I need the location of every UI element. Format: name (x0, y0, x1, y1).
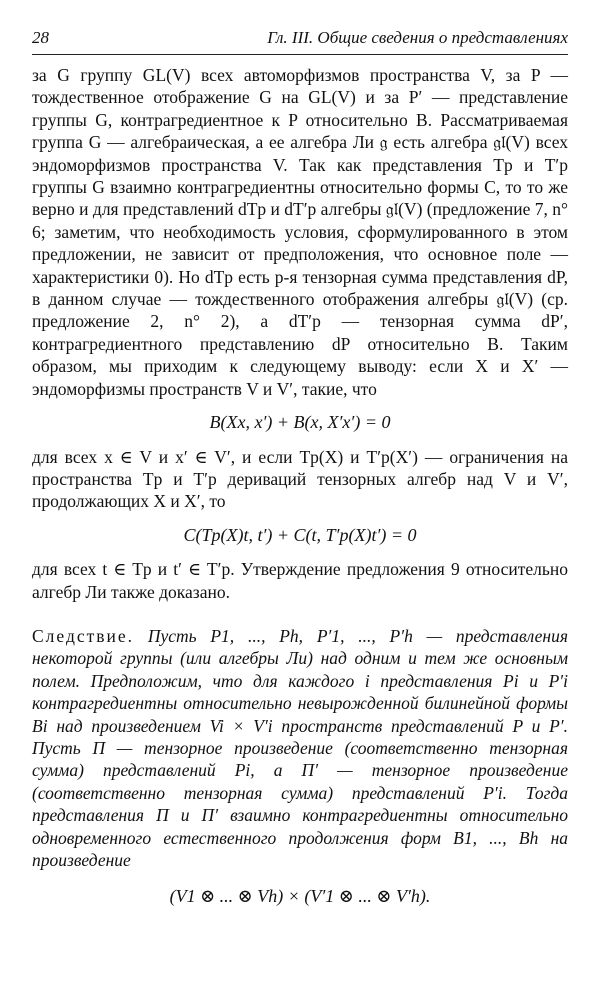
equation-tensor-invariance: C(Tp(X)t, t′) + C(t, T′p(X)t′) = 0 (183, 524, 417, 545)
corollary-equation: (V1 ⊗ ... ⊗ Vh) × (V′1 ⊗ ... ⊗ V′h). (169, 886, 431, 907)
corollary-paragraph (32, 625, 568, 871)
page-number: 28 (32, 28, 49, 47)
equation-bilinear-invariance: B(Xx, x′) + B(x, X′x′) = 0 (209, 412, 391, 433)
running-header (32, 28, 568, 55)
paragraph-proof-continuation: за G группу GL(V) всех автоморфизмов пространства V, за P — тождественное отображение G на GL(V) и за P′ — представление группы G, контрагредиентное к P относительно B. Рассматриваемая группа G — алгебраическая, а ее алгебра Ли 𝔤 есть алгебра 𝔤𝔩(V) всех эндоморфизмов пространства V. Так как представления Tp и T′p группы G взаимно контрагредиентны относительно формы C, то то же верно и для представлений dTp и dT′p алгебры 𝔤𝔩(V) (предложение 7, n° 6; заметим, что необходимость условия, сформулированного в этом предложении, не зависит от предположения, что основное поле — характеристики 0). Но dTp есть p-я тензорная сумма представления dP, в данном случае — тождественного отображения алгебры 𝔤𝔩(V) (ср. предложение 2, n° 2), а dT′p — тензорная сумма dP′, контрагредиентного представлению dP относительно B. Таким образом, мы приходим к следующему выводу: если X и X′ — эндоморфизмы пространств V и V′, такие, что (32, 65, 568, 399)
paragraph-tensor-derivations: для всех x ∈ V и x′ ∈ V′, и если Tp(X) и T′p(X′) — ограничения на пространства Tp и T′p дериваций тензорных алгебр над V и V′, продолжающих X и X′, то (32, 446, 568, 512)
running-title: Гл. III. Общие сведения о представлениях (267, 28, 568, 47)
paragraph-conclusion: для всех t ∈ Tp и t′ ∈ T′p. Утверждение предложения 9 относительно алгебр Ли также доказано. (32, 559, 568, 602)
page-body (32, 64, 568, 908)
corollary-heading: Следствие. (32, 625, 135, 646)
section-gap (32, 603, 568, 625)
corollary-text: Пусть P1, ..., Ph, P′1, ..., P′h — представления некоторой группы (или алгебры Ли) над одним и тем же основным полем. Предположим, что для каждого i представления Pi и P′i контрагредиентны относительно невырожденной билинейной формы Bi над произведением Vi × V′i пространств представлений P и P′. Пусть Π — тензорное произведение (соответственно тензорная сумма) представлений Pi, а Π′ — тензорное произведение (соответственно тензорная сумма) представлений P′i. Тогда представления Π и Π′ взаимно контрагредиентны относительно одновременного естественного продолжения форм B1, ..., Bh на произведение (32, 625, 568, 870)
